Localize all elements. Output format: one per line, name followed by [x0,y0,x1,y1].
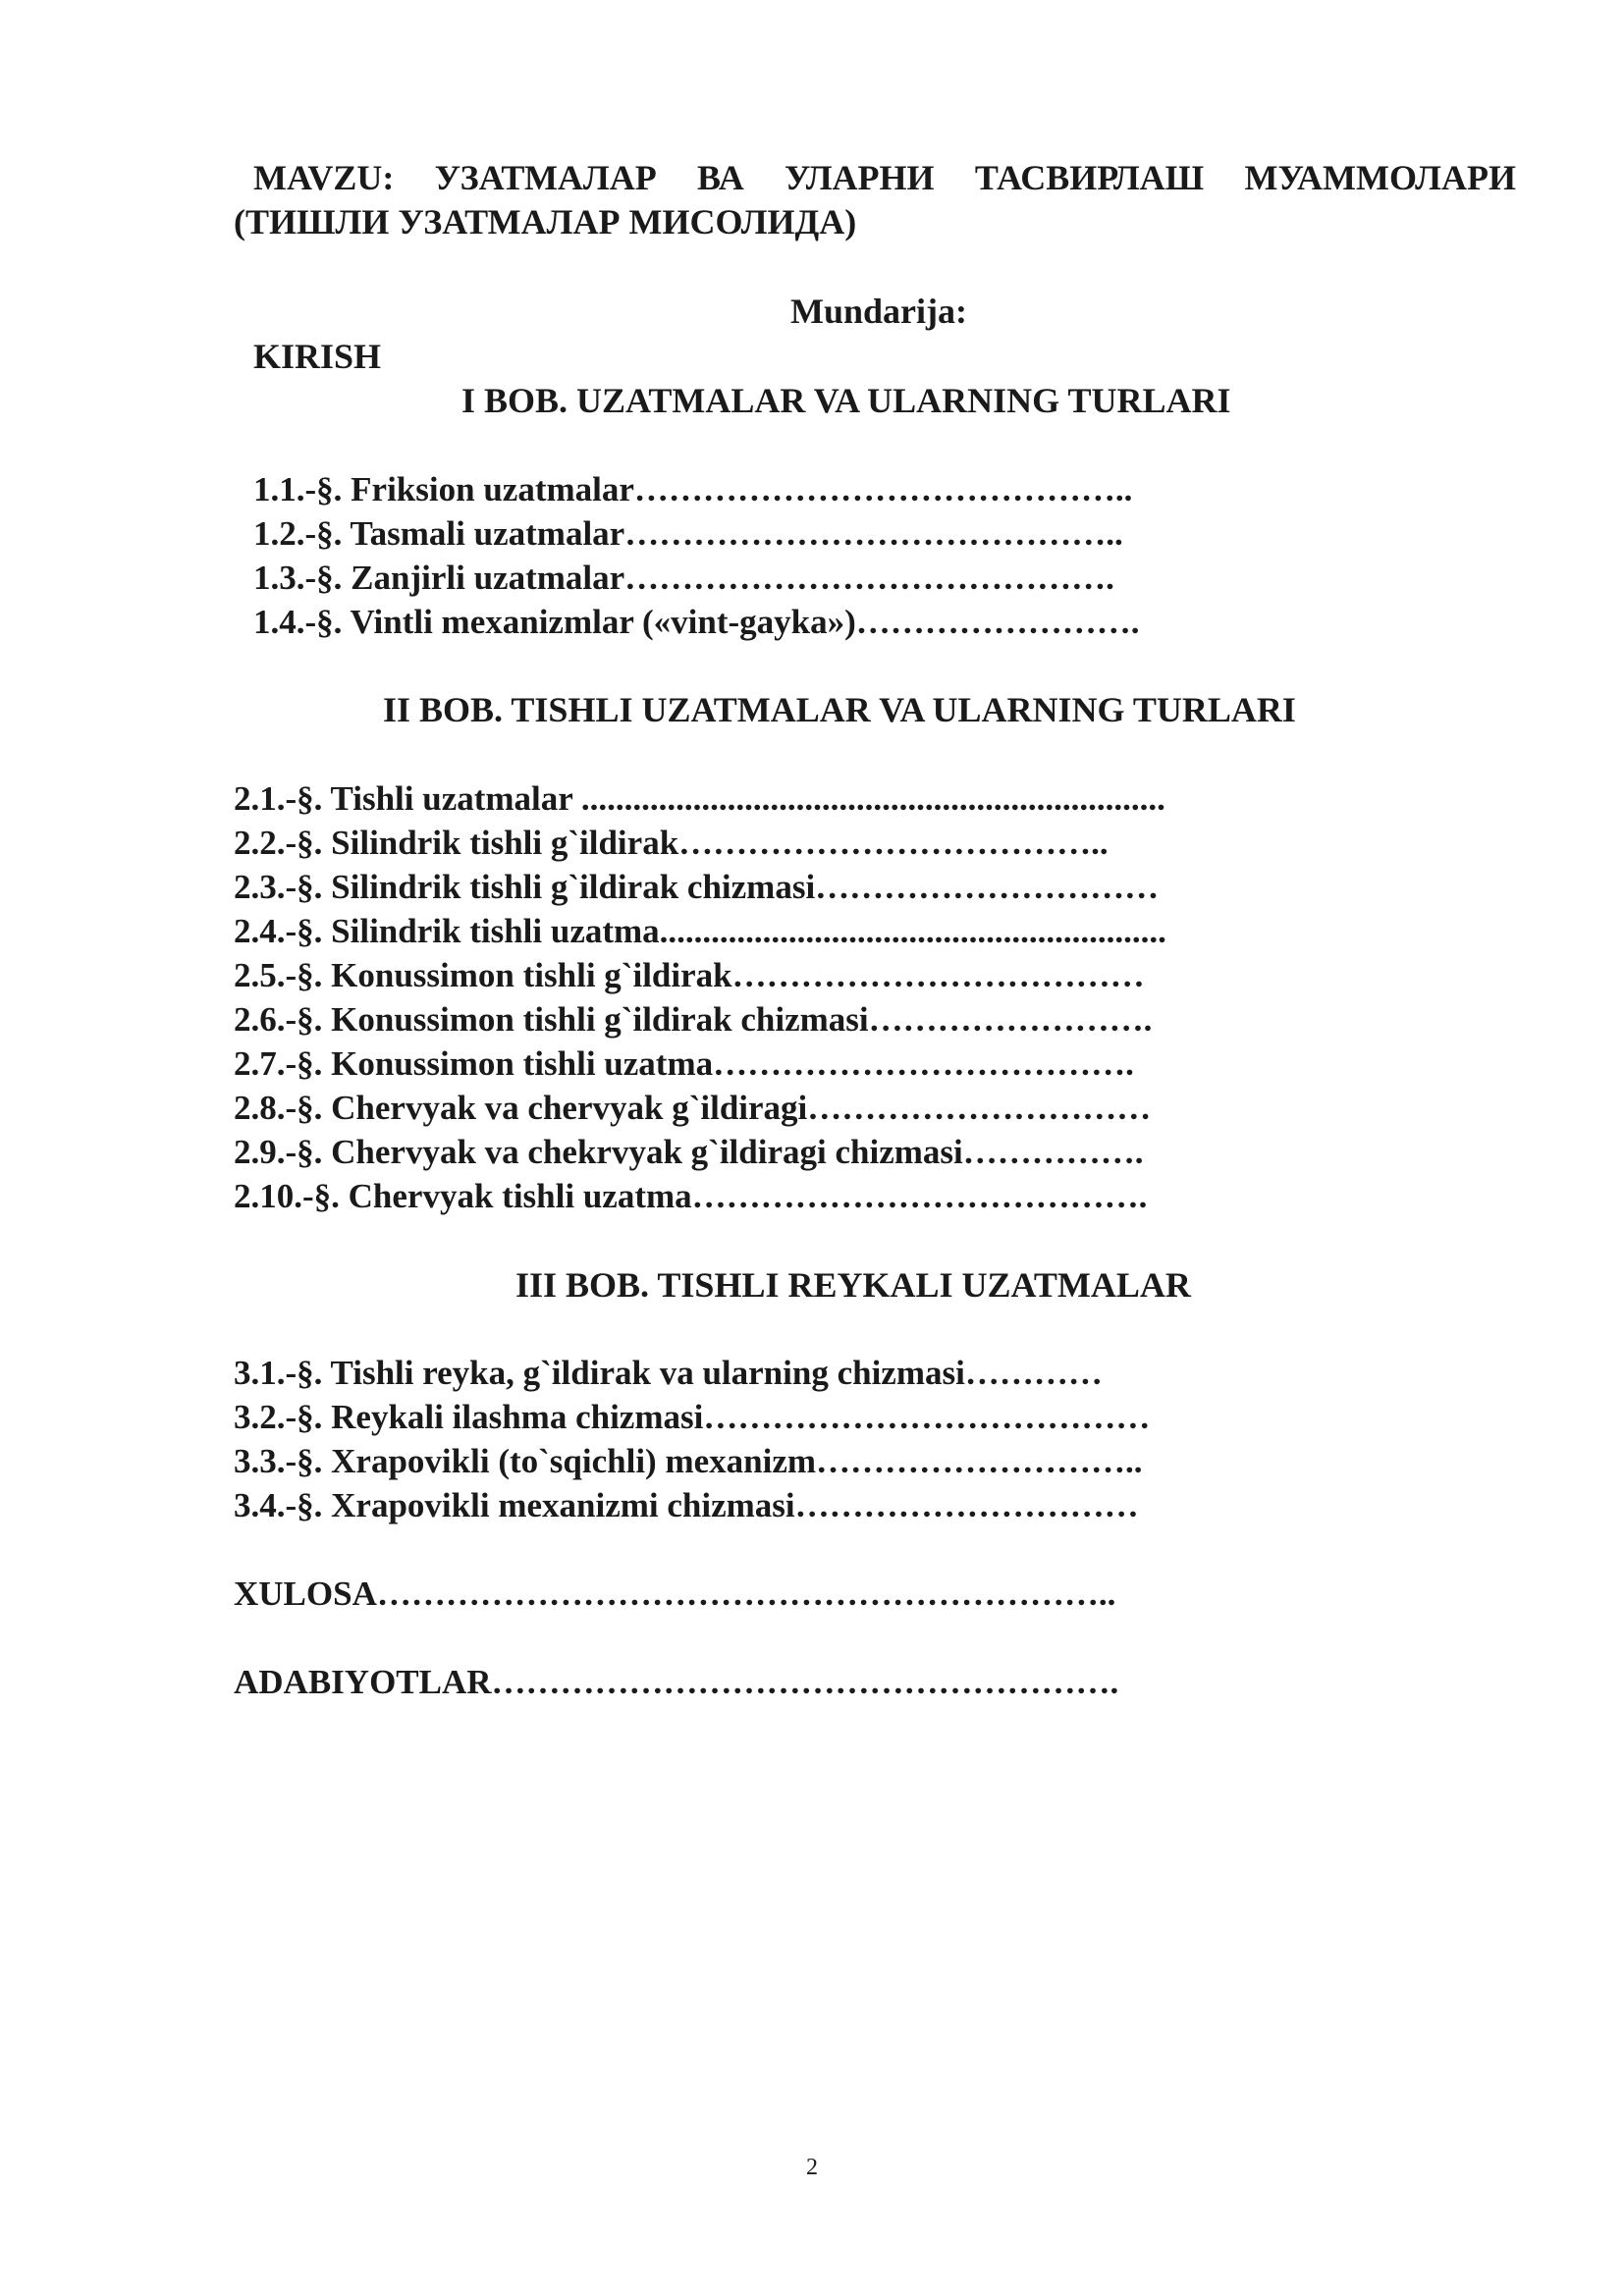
chapter-2-heading: II BOB. TISHLI UZATMALAR VA ULARNING TURLARI [383,690,1296,729]
chapter-1-heading: I BOB. UZATMALAR VA ULARNING TURLARI [461,381,1231,420]
toc-entry: 2.8.-§. Chervyak va chervyak g`ildiragi………………………… [234,1089,1152,1127]
toc-entry: 2.7.-§. Konussimon tishli uzatma………………………………. [234,1044,1134,1083]
page-number: 2 [806,2155,818,2180]
toc-entry: 1.2.-§. Tasmali uzatmalar…………………………………….. [253,514,1123,553]
references-entry: ADABIYOTLAR………………………………………………. [234,1663,1119,1701]
document-title-line-2: (ТИШЛИ УЗАТМАЛАР МИСОЛИДА) [234,202,857,241]
intro-entry: KIRISH [253,337,382,376]
toc-entry: 2.3.-§. Silindrik tishli g`ildirak chizmasi………………………… [234,868,1160,906]
toc-entry: 2.4.-§. Silindrik tishli uzatma........................................................... [234,912,1166,950]
contents-heading: Mundarija: [790,292,967,331]
toc-entry: 2.10.-§. Chervyak tishli uzatma…………………………………. [234,1177,1148,1215]
toc-entry: 3.1.-§. Tishli reyka, g`ildirak va ularning chizmasi………… [234,1354,1103,1392]
toc-entry: 2.1.-§. Tishli uzatmalar .................................................................... [234,779,1165,818]
toc-entry: 2.5.-§. Konussimon tishli g`ildirak……………………………… [234,956,1145,994]
chapter-3-heading: III BOB. TISHLI REYKALI UZATMALAR [515,1265,1191,1305]
toc-entry: 2.6.-§. Konussimon tishli g`ildirak chizmasi……………………. [234,1000,1153,1039]
toc-entry: 1.4.-§. Vintli mexanizmlar («vint-gayka»)……………………. [253,603,1140,641]
toc-entry: 2.2.-§. Silindrik tishli g`ildirak……………………………….. [234,824,1109,862]
toc-entry: 1.1.-§. Friksion uzatmalar…………………………………….. [253,470,1133,508]
document-title-line-1: MAVZU: УЗАТМАЛАР ВА УЛАРНИ ТАСВИРЛАШ МУАММОЛАРИ [253,158,1516,197]
toc-entry: 3.4.-§. Xrapovikli mexanizmi chizmasi………………………… [234,1486,1139,1524]
conclusion-entry: XULOSA……………………………………………………….. [234,1575,1116,1613]
toc-entry: 1.3.-§. Zanjirli uzatmalar……………………………………. [253,559,1114,597]
toc-entry: 3.2.-§. Reykali ilashma chizmasi………………………………… [234,1398,1151,1436]
toc-entry: 3.3.-§. Xrapovikli (to`sqichli) mexanizm……………………….. [234,1442,1143,1480]
toc-entry: 2.9.-§. Chervyak va chekrvyak g`ildiragi chizmasi……………. [234,1133,1144,1171]
